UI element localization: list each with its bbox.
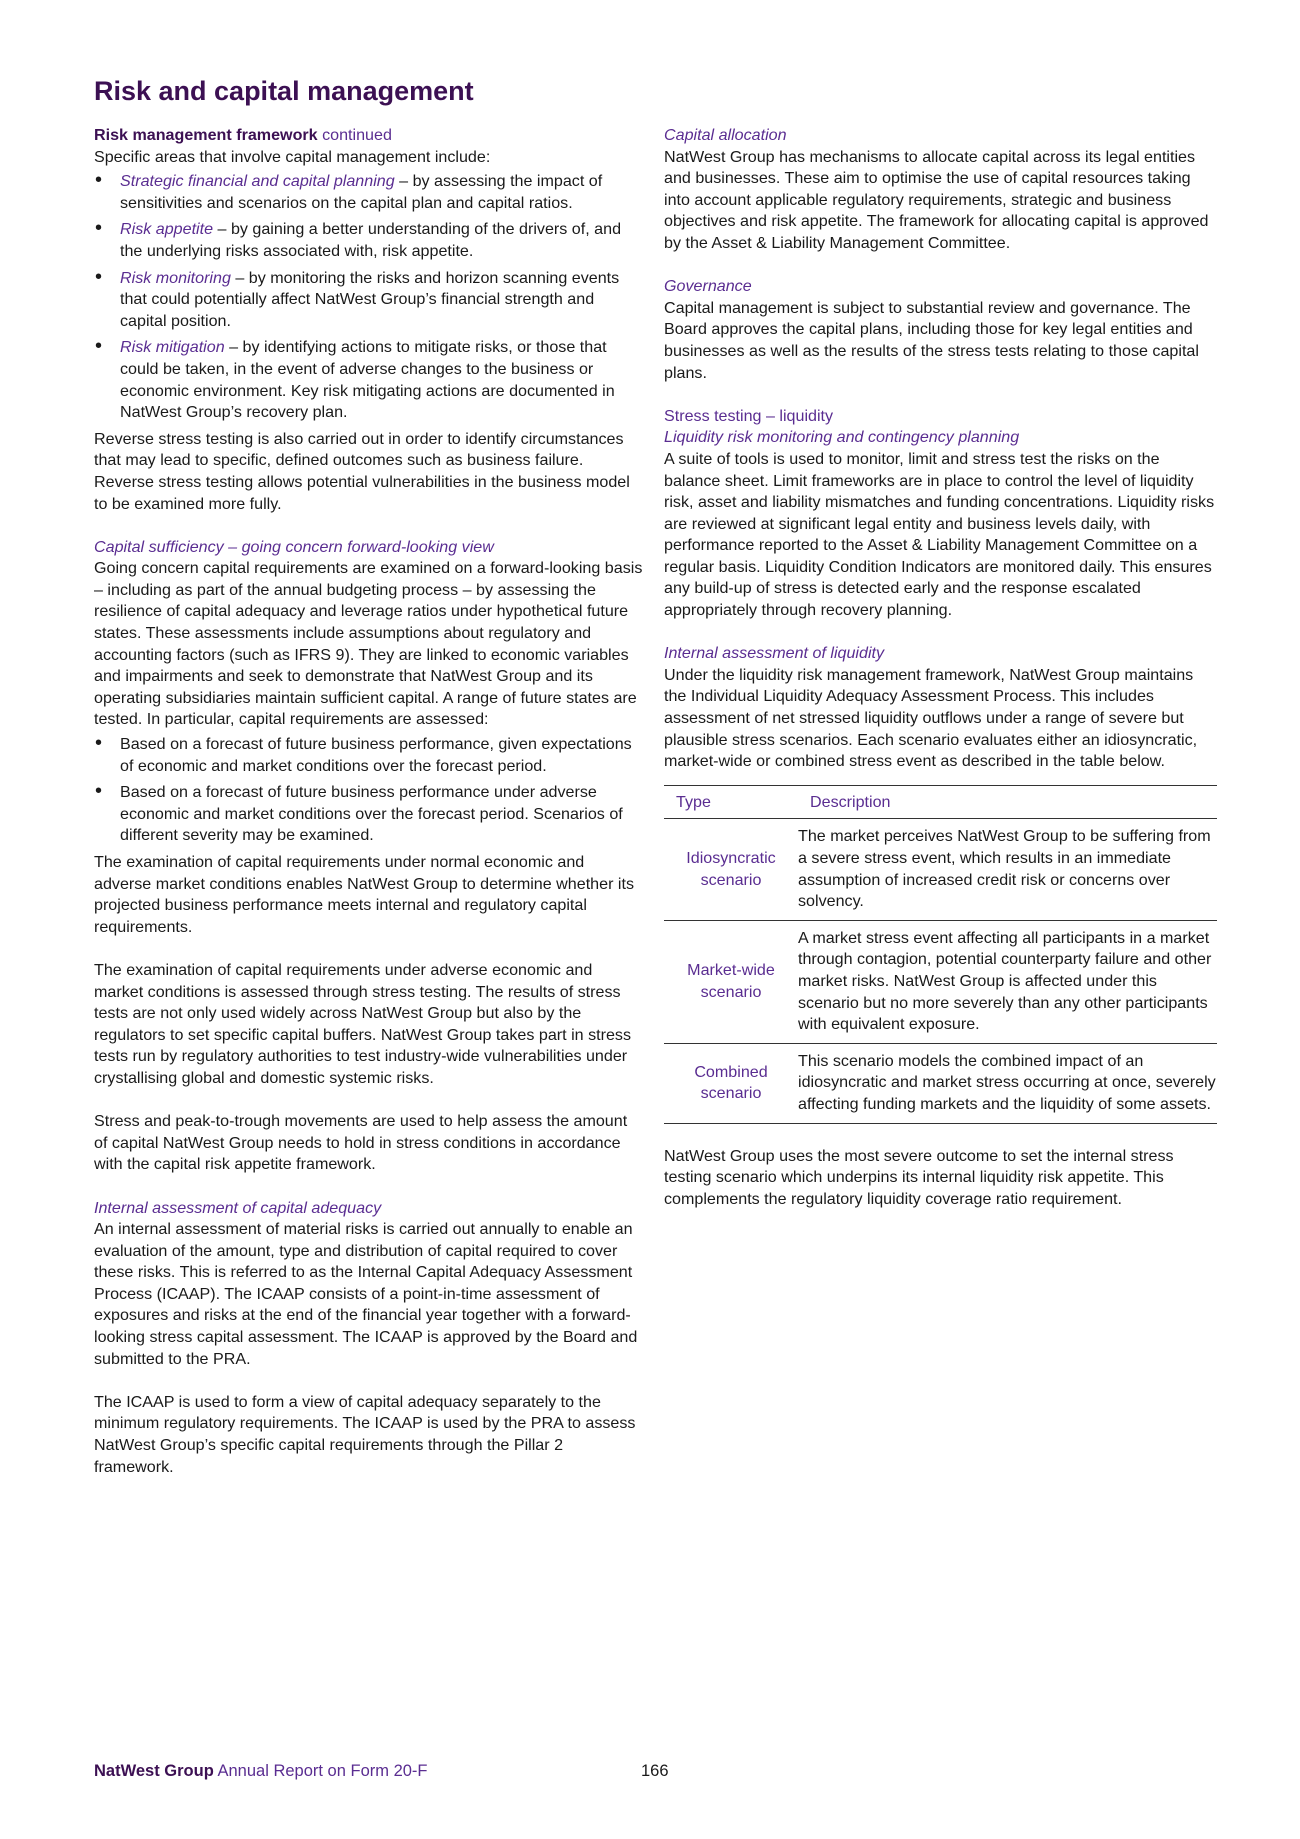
table-row <box>664 819 1217 920</box>
scenario-type: Combined scenario <box>694 1062 768 1103</box>
internal-liquidity-heading: Internal assessment of liquidity <box>664 644 885 663</box>
internal-liquidity-body: Under the liquidity risk management framework, NatWest Group maintains the Individual Liquidity Adequacy Assessment Process. This includes assessment of net stressed liquidity outflows under a range of severe but plausible stress scenarios. Each scenario evaluates either an idiosyncratic, market-wide or combined stress event as described in the table below. <box>664 665 1198 771</box>
bullet-text: – by monitoring the risks and horizon scanning events that could potentially affect NatWest Group’s financial strength and capital position. <box>120 268 620 330</box>
closing-paragraph: NatWest Group uses the most severe outcome to set the internal stress testing scenario which underpins its internal liquidity risk appetite. This complements the regulatory liquidity coverage ratio requirement. <box>664 1146 1174 1208</box>
bullet-text: – by identifying actions to mitigate risks, or those that could be taken, in the event of adverse changes to the business or economic environment. Key risk mitigating actions are documented in NatWest Group’s recovery plan. <box>120 338 615 422</box>
page-number: 166 <box>641 1762 669 1780</box>
bullet-term: Risk monitoring <box>120 268 231 287</box>
normal-conditions-paragraph: The examination of capital requirements under normal economic and adverse market conditions enables NatWest Group to determine whether its projected business performance meets internal and regulatory capital requirements. <box>94 853 635 936</box>
scenario-description: This scenario models the combined impact of an idiosyncratic and market stress occurring at once, severely affecting funding markets and the liquidity of some assets. <box>798 1051 1216 1113</box>
list-item <box>94 268 644 333</box>
table-row <box>664 920 1217 1043</box>
sufficiency-heading: Capital sufficiency – going concern forward-looking view <box>94 537 494 556</box>
footer-report-title: Annual Report on Form 20-F <box>217 1762 428 1780</box>
governance-body: Capital management is subject to substantial review and governance. The Board approves the capital plans, including those for key legal entities and businesses as well as the results of the stress tests relating to those capital plans. <box>664 298 1199 382</box>
list-item: • Based on a forecast of future business performance, given expectations of economic and market conditions over the forecast period. <box>94 734 644 777</box>
monitoring-body: A suite of tools is used to monitor, limit and stress test the risks on the balance sheet. Limit frameworks are in place to control the level of liquidity risk, asset and liability mismatches and funding concentrations. Liquidity risks are reviewed at significant legal entity and business levels daily, with performance reported to the Asset & Liability Management Committee on a regular basis. Liquidity Condition Indicators are monitored daily. This ensures any build-up of stress is detected early and the response escalated appropriately through recovery planning. <box>664 449 1215 620</box>
framework-heading <box>94 125 644 147</box>
scenario-description: A market stress event affecting all participants in a market through contagion, potential counterparty failure and other market risks. NatWest Group is affected under this scenario but no more severely than any other participants with equivalent exposure. <box>798 928 1212 1034</box>
sufficiency-body: Going concern capital requirements are examined on a forward-looking basis – including as part of the annual budgeting process – by assessing the resilience of capital adequacy and leverage ratios under hypothetical future states. These assessments include assumptions about regulatory and accounting factors (such as IFRS 9). They are linked to economic variables and impairments and seek to demonstrate that NatWest Group and its operating subsidiaries maintain sufficient capital. A range of future states are tested. In particular, capital requirements are assessed: <box>94 559 643 729</box>
column-header-type: Type <box>676 792 711 811</box>
bullet-text: – by assessing the impact of sensitivities and scenarios on the capital plan and capital ratios. <box>120 172 603 212</box>
footer <box>94 1762 428 1781</box>
bullet-term: Risk appetite <box>120 220 214 239</box>
adverse-conditions-paragraph: The examination of capital requirements under adverse economic and market conditions is assessed through stress testing. The results of stress tests are not only used widely across NatWest Group but also by the regulators to set specific capital buffers. NatWest Group takes part in stress tests run by regulatory authorities to test industry-wide vulnerabilities under crystallising global and domestic systemic risks. <box>94 960 631 1087</box>
sufficiency-list <box>94 734 644 847</box>
peak-to-trough-paragraph: Stress and peak-to-trough movements are used to help assess the amount of capital NatWest Group needs to hold in stress conditions in accordance with the capital risk appetite framework. <box>94 1112 628 1174</box>
column-header-description: Description <box>810 792 891 811</box>
liquidity-heading: Stress testing – liquidity <box>664 406 834 425</box>
framework-heading-text: Risk management framework <box>94 126 318 144</box>
icaap-heading: Internal assessment of capital adequacy <box>94 1198 382 1217</box>
allocation-heading: Capital allocation <box>664 126 787 144</box>
icaap-use-paragraph: The ICAAP is used to form a view of capital adequacy separately to the minimum regulatory requirements. The ICAAP is used by the PRA to assess NatWest Group’s specific capital requirements through the Pillar 2 framework. <box>94 1392 636 1476</box>
footer-brand: NatWest Group <box>94 1762 214 1780</box>
monitoring-heading: Liquidity risk monitoring and contingency planning <box>664 428 1020 447</box>
allocation-body: NatWest Group has mechanisms to allocate capital across its legal entities and businesses. These aim to optimise the use of capital resources taking into account applicable regulatory requirements, strategic and business objectives and risk appetite. The framework for allocating capital is approved by the Asset & Liability Management Committee. <box>664 147 1209 252</box>
bullet-term: Risk mitigation <box>120 338 225 357</box>
framework-intro: Specific areas that involve capital management include: <box>94 147 491 166</box>
scenario-description: The market perceives NatWest Group to be suffering from a severe stress event, which results in an immediate assumption of increased credit risk or concerns over solvency. <box>798 827 1211 911</box>
table-row <box>664 1043 1217 1123</box>
scenario-type: Idiosyncratic scenario <box>686 849 776 889</box>
governance-heading: Governance <box>664 277 752 296</box>
bullet-term: Strategic financial and capital planning <box>120 172 395 191</box>
scenario-type: Market-wide scenario <box>687 961 775 1001</box>
left-column <box>94 125 644 1478</box>
table-header-row <box>664 785 1217 819</box>
bullet-text: – by gaining a better understanding of the drivers of, and the underlying risks associated with, risk appetite. <box>120 220 622 260</box>
list-item <box>94 219 644 262</box>
right-column <box>664 125 1217 1210</box>
page-title: Risk and capital management <box>94 76 474 106</box>
list-item <box>94 171 644 214</box>
list-item <box>94 337 644 423</box>
reverse-stress-paragraph: Reverse stress testing is also carried out in order to identify circumstances that may lead to specific, defined outcomes such as business failure. Reverse stress testing allows potential vulnerabilities in the business model to be examined more fully. <box>94 429 630 513</box>
list-item: • Based on a forecast of future business performance under adverse economic and market conditions over the forecast period. Scenarios of different severity may be examined. <box>94 782 644 847</box>
stress-scenario-table <box>664 785 1217 1124</box>
framework-continued: continued <box>322 126 392 144</box>
icaap-body: An internal assessment of material risks is carried out annually to enable an evaluation of the amount, type and distribution of capital required to cover these risks. This is referred to as the Internal Capital Adequacy Assessment Process (ICAAP). The ICAAP consists of a point-in-time assessment of exposures and risks at the end of the financial year together with a forward-looking stress capital assessment. The ICAAP is approved by the Board and submitted to the PRA. <box>94 1220 638 1368</box>
capital-areas-list <box>94 171 644 424</box>
